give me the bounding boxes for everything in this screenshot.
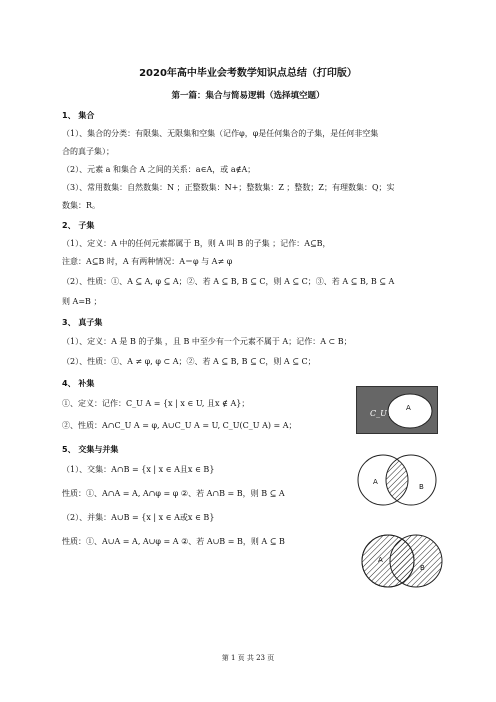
page-title: 2020年高中毕业会考数学知识点总结（打印版） bbox=[139, 68, 357, 79]
heading-2: 2、 子集 bbox=[62, 221, 95, 230]
heading-5: 5、 交集与并集 bbox=[62, 445, 119, 454]
s2-line1: （1）、定义：A 中的任何元素都属于 B，则 A 叫 B 的子集 ；记作：A⊆B， bbox=[62, 239, 331, 248]
s5-line3: （2）、并集：A∪B = {x | x ∈ A或x ∈ B} bbox=[62, 513, 215, 522]
s2-line3: （2）、性质：①、A ⊆ A, φ ⊆ A；②、若 A ⊆ B, B ⊆ C，则 A ⊆ C；③、若 A ⊆ B, B ⊆ A bbox=[62, 277, 395, 286]
s5-line1: （1）、交集：A∩B = {x | x ∈ A且x ∈ B} bbox=[62, 465, 215, 474]
union-label-b: B bbox=[420, 564, 425, 572]
s5-line4: 性质：①、A∪A = A, A∪φ = A ②、若 A∪B = B，则 A ⊆ B bbox=[62, 537, 285, 546]
complement-label: C_U A bbox=[370, 409, 396, 418]
section-subtitle: 第一篇：集合与简易逻辑（选择填空题） bbox=[171, 91, 325, 101]
heading-4: 4、 补集 bbox=[62, 379, 95, 388]
complement-inner-label: A bbox=[406, 404, 411, 412]
s2-line2: 注意：A⊆B 时，A 有两种情况：A＝φ 与 A≠ φ bbox=[62, 257, 233, 266]
s3-line1: （1）、定义：A 是 B 的子集 ，且 B 中至少有一个元素不属于 A；记作：A ⊂ B； bbox=[62, 337, 352, 346]
heading-3: 3、 真子集 bbox=[62, 318, 103, 327]
s1-line3: （2）、元素 a 和集合 A 之间的关系：a∈A，或 a∉A； bbox=[62, 165, 256, 174]
s5-line2: 性质：①、A∩A = A, A∩φ = φ ②、若 A∩B = B，则 B ⊆ A bbox=[62, 489, 285, 498]
s4-line1: ①、定义：记作：C_U A = {x | x ∈ U, 且x ∉ A}； bbox=[62, 399, 250, 408]
page-footer: 第 1 页 共 23 页 bbox=[221, 654, 275, 662]
complement-diagram bbox=[356, 386, 438, 434]
intersection-diagram bbox=[355, 448, 443, 508]
s1-line1: （1）、集合的分类：有限集、无限集和空集（记作φ，φ是任何集合的子集，是任何非空集 bbox=[62, 129, 379, 138]
intersection-label-b: B bbox=[419, 483, 424, 491]
union-label-a: A bbox=[378, 556, 383, 564]
heading-1: 1、 集合 bbox=[62, 111, 95, 120]
s4-line2: ②、性质：A∩C_U A = φ, A∪C_U A = U, C_U(C_U A) = A； bbox=[62, 421, 297, 430]
s2-line4: 则 A=B ； bbox=[62, 297, 102, 306]
intersection-label-a: A bbox=[373, 478, 378, 486]
s1-line2: 合的真子集）； bbox=[62, 147, 114, 156]
union-diagram bbox=[358, 532, 448, 590]
s1-line5: 数集：R。 bbox=[62, 201, 101, 210]
s3-line2: （2）、性质：①、A ≠ φ, φ ⊂ A；②、若 A ⊆ B, B ⊆ C，则 A ⊆ C； bbox=[62, 357, 316, 366]
s1-line4: （3）、常用数集：自然数集：N ；正整数集：N+；整数集：Z ；整数；Z；有理数集：Q；实 bbox=[62, 183, 395, 192]
